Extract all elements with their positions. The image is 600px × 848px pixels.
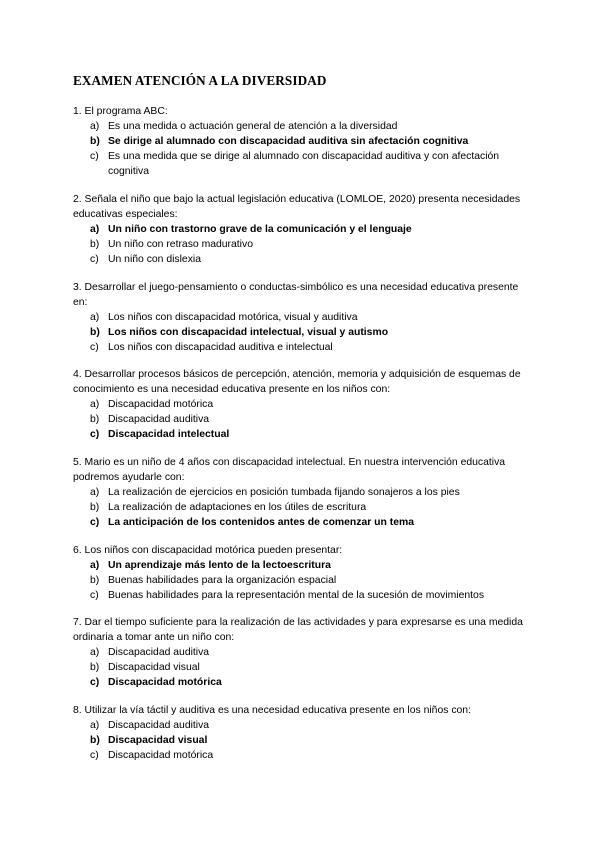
question-3: [73, 280, 531, 355]
option-text: Buenas habilidades para la representación mental de la sucesión de movimientos: [108, 590, 485, 601]
question-8: [73, 703, 531, 763]
option-text: Es una medida que se dirige al alumnado con discapacidad auditiva y con afectación cognitiva: [108, 151, 500, 177]
option-text: Discapacidad auditiva: [108, 647, 210, 658]
options-list: [73, 645, 531, 690]
option-a: a) Discapacidad auditiva: [90, 647, 210, 658]
options-list: [73, 222, 531, 267]
question-stem: 7. Dar el tiempo suficiente para la realización de las actividades y para expresarse es una medida ordinaria a tomar ante un niño con:: [73, 617, 523, 643]
option-text: Buenas habilidades para la organización espacial: [108, 575, 337, 586]
option-text: La anticipación de los contenidos antes de comenzar un tema: [108, 517, 415, 528]
question-6: [73, 543, 531, 603]
option-text: Discapacidad visual: [108, 662, 200, 673]
option-b: b) Discapacidad visual: [90, 662, 200, 673]
option-b: b) Buenas habilidades para la organización espacial: [90, 575, 337, 586]
question-7: [73, 615, 531, 690]
option-c: c) Los niños con discapacidad auditiva e intelectual: [90, 342, 333, 353]
option-c-correct: c) Discapacidad motórica: [90, 677, 222, 688]
question-2: [73, 192, 531, 267]
question-5: [73, 455, 531, 530]
option-text: Es una medida o actuación general de atención a la diversidad: [108, 121, 398, 132]
option-b: b) La realización de adaptaciones en los útiles de escritura: [90, 502, 367, 513]
option-text: Discapacidad intelectual: [108, 429, 230, 440]
option-a: a) Discapacidad motórica: [90, 399, 214, 410]
option-c: c) Buenas habilidades para la representación mental de la sucesión de movimientos: [90, 590, 485, 601]
option-c: c) Un niño con dislexia: [90, 254, 201, 265]
options-list: [73, 119, 531, 179]
question-4: [73, 367, 531, 442]
options-list: [73, 485, 531, 530]
option-text: Se dirige al alumnado con discapacidad auditiva sin afectación cognitiva: [108, 136, 469, 147]
option-a-correct: a) Un aprendizaje más lento de la lectoescritura: [90, 560, 331, 571]
question-stem: 1. El programa ABC:: [73, 106, 168, 117]
options-list: [73, 397, 531, 442]
options-list: [73, 310, 531, 355]
question-stem: 5. Mario es un niño de 4 años con discapacidad intelectual. En nuestra intervención educativa podremos ayudarle con:: [73, 457, 506, 483]
option-b-correct: b) Se dirige al alumnado con discapacidad auditiva sin afectación cognitiva: [90, 136, 469, 147]
question-1: [73, 104, 531, 179]
option-text: Discapacidad visual: [108, 735, 208, 746]
option-text: Discapacidad motórica: [108, 677, 222, 688]
option-text: Los niños con discapacidad intelectual, visual y autismo: [108, 327, 389, 338]
option-a: a) Es una medida o actuación general de atención a la diversidad: [90, 121, 398, 132]
option-c-correct: c) La anticipación de los contenidos antes de comenzar un tema: [90, 517, 415, 528]
option-a: a) La realización de ejercicios en posición tumbada fijando sonajeros a los pies: [90, 487, 460, 498]
option-b: b) Un niño con retraso madurativo: [90, 239, 253, 250]
options-list: [73, 718, 531, 763]
option-b-correct: b) Discapacidad visual: [90, 735, 208, 746]
option-text: Un niño con trastorno grave de la comunicación y el lenguaje: [108, 224, 412, 235]
option-a-correct: a) Un niño con trastorno grave de la comunicación y el lenguaje: [90, 224, 412, 235]
option-text: Un niño con retraso madurativo: [108, 239, 253, 250]
option-a: a) Los niños con discapacidad motórica, visual y auditiva: [90, 312, 358, 323]
question-stem: 3. Desarrollar el juego-pensamiento o conductas-simbólico es una necesidad educativa presente en:: [73, 282, 519, 308]
option-text: Discapacidad auditiva: [108, 720, 210, 731]
option-text: Los niños con discapacidad auditiva e intelectual: [108, 342, 333, 353]
option-text: Discapacidad motórica: [108, 750, 214, 761]
question-stem: 4. Desarrollar procesos básicos de percepción, atención, memoria y adquisición de esquemas de conocimiento es una necesidad educativa presente en los niños con:: [73, 369, 521, 395]
page-title: EXAMEN ATENCIÓN A LA DIVERSIDAD: [73, 73, 327, 88]
question-stem: 6. Los niños con discapacidad motórica pueden presentar:: [73, 545, 343, 556]
option-c-correct: c) Discapacidad intelectual: [90, 429, 230, 440]
option-text: Los niños con discapacidad motórica, visual y auditiva: [108, 312, 358, 323]
option-a: a) Discapacidad auditiva: [90, 720, 210, 731]
option-text: Un niño con dislexia: [108, 254, 201, 265]
option-c: c) Es una medida que se dirige al alumnado con discapacidad auditiva y con afectación cognitiva: [90, 151, 500, 177]
option-text: Un aprendizaje más lento de la lectoescritura: [108, 560, 331, 571]
option-text: La realización de adaptaciones en los útiles de escritura: [108, 502, 367, 513]
option-text: Discapacidad auditiva: [108, 414, 210, 425]
option-text: Discapacidad motórica: [108, 399, 214, 410]
option-c: c) Discapacidad motórica: [90, 750, 214, 761]
question-stem: 2. Señala el niño que bajo la actual legislación educativa (LOMLOE, 2020) presenta necesidades educativas especiales:: [73, 194, 521, 220]
option-text: La realización de ejercicios en posición tumbada fijando sonajeros a los pies: [108, 487, 460, 498]
options-list: [73, 558, 531, 603]
option-b-correct: b) Los niños con discapacidad intelectual, visual y autismo: [90, 327, 389, 338]
option-b: b) Discapacidad auditiva: [90, 414, 210, 425]
question-stem: 8. Utilizar la vía táctil y auditiva es una necesidad educativa presente en los niños con:: [73, 705, 471, 716]
